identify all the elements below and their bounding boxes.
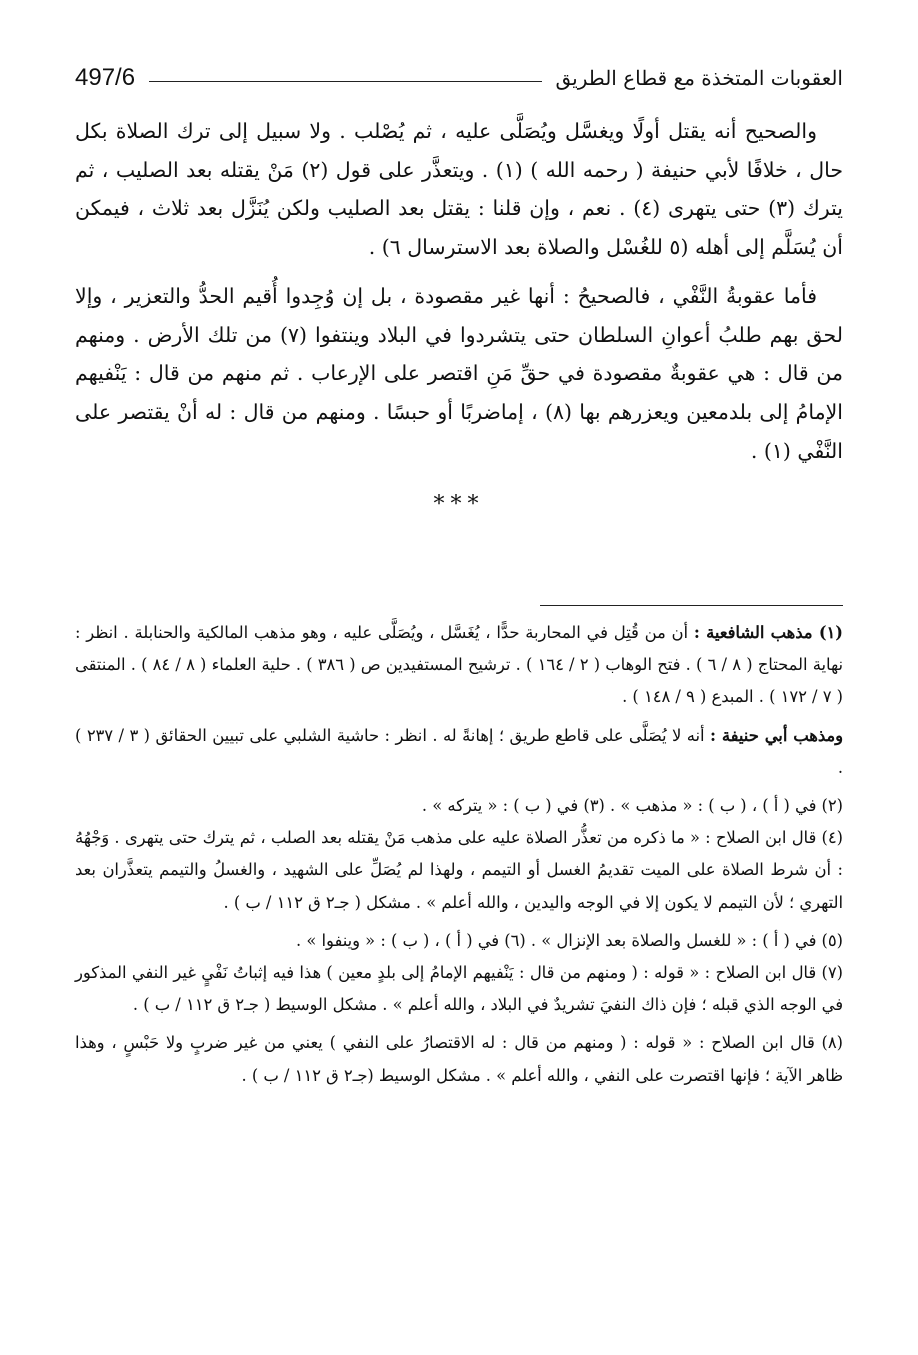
section-separator: *** [433, 492, 485, 518]
footnote [75, 1027, 843, 1091]
footnote-text: (٥) في ( أ ) : « للغسل والصلاة بعد الإنزال » . (٦) في ( أ ) ، ( ب ) : « وينفوا » . [296, 930, 843, 950]
footnote-text: (٤) قال ابن الصلاح : « ما ذكره من تعذُّر الصلاة عليه على مذهب مَنْ يقتله بعد الصلب ، ثم يترك حتى يتهرى . وَجْهُهُ : أن شرط الصلاة على الميت تقديمُ الغسل أو التيمم ، ولهذا لم يُصَلِّ على الشهيد ، والغسلُ والتيمم يتعذَّران بعد التهري ؛ لأن التيمم لا يكون إلا في الوجه واليدين ، والله أعلم » . مشكل ( جـ٢ ق ١١٢ / ب ) . [75, 828, 843, 912]
footnote [75, 925, 843, 957]
footnotes [75, 617, 843, 1092]
footnote [75, 957, 843, 1021]
footnote-text: أن من قُتِل في المحاربة حدًّا ، يُغَسَّل ، ويُصَلَّى عليه ، وهو مذهب المالكية والحنابلة . انظر : نهاية المحتاج ( ٨ / ٦ ) . فتح الوهاب ( ٢ / ١٦٤ ) . ترشيح المستفيدين ص ( ٣٨٦ ) . حلية العلماء ( ٨ / ٨٤ ) . المنتقى ( ٧ / ١٧٢ ) . المبدع ( ٩ / ١٤٨ ) . [75, 623, 843, 707]
footnote-rule [540, 605, 843, 606]
page-header [75, 58, 843, 98]
main-text [75, 112, 843, 517]
body-paragraph: فأما عقوبةُ النَّفْي ، فالصحيحُ : أنها غير مقصودة ، بل إن وُجِدوا أُقيم الحدُّ والتعزير ، وإلا لحق بهم طلبُ أعوانِ السلطان حتى يتشردوا في البلاد وينتفوا (٧) من تلك الأرض . ومنهم من قال : هي عقوبةٌ مقصودة في حقِّ مَنِ اقتصر على الإرعاب . ثم منهم من قال : يَنْفيهم الإمامُ إلى بلدمعين ويعزرهم بها (٨) ، إماضربًا أو حبسًا . ومنهم من قال : له أنْ يقتصر على النَّفْي (١) . [75, 283, 843, 463]
footnote [75, 790, 843, 822]
footnote [75, 720, 843, 784]
page-number: 497/6 [75, 64, 136, 91]
body-paragraph: والصحيح أنه يقتل أولًا ويغسَّل ويُصَلَّى عليه ، ثم يُصْلب . ولا سبيل إلى ترك الصلاة بكل حال ، خلافًا لأبي حنيفة ( رحمه الله ) (١) . ويتعذَّر على قول (٢) مَنْ يقتله بعد الصليب ، ثم يترك (٣) حتى يتهرى (٤) . نعم ، وإن قلنا : يقتل بعد الصليب ولكن يُنَزَّل بعد ثلاث ، فيمكن أن يُسَلَّم إلى أهله (٥ للغُسْل والصلاة بعد الاسترسال ٦) . [75, 119, 844, 260]
footnote-lead: (١) مذهب الشافعية : [693, 623, 843, 642]
footnote-lead: ومذهب أبي حنيفة : [709, 725, 843, 745]
footnote-text: (٧) قال ابن الصلاح : « قوله : ( ومنهم من قال : يَنْفيهم الإمامُ إلى بلدٍ معين ) هذا فيه إثباتُ نَفْيٍ غير النفي المذكور في الوجه الذي قبله ؛ فإن ذاك النفيَ تشريدٌ في البلاد ، والله أعلم » . مشكل الوسيط ( جـ٢ ق ١١٢ / ب ) . [75, 963, 843, 1015]
footnote-text: (٢) في ( أ ) ، ( ب ) : « مذهب » . (٣) في ( ب ) : « يتركه » . [421, 796, 843, 816]
header-rule [149, 81, 541, 82]
footnote-text: أنه لا يُصَلَّى على قاطع طريق ؛ إهانةً له . انظر : حاشية الشلبي على تبيين الحقائق ( ٣ / ٢٣٧ ) . [75, 725, 843, 777]
footnote [75, 617, 843, 714]
footnote [75, 822, 843, 919]
running-title: العقوبات المتخذة مع قطاع الطريق [555, 66, 843, 90]
footnote-text: (٨) قال ابن الصلاح : « قوله : ( ومنهم من قال : له الاقتصارُ على النفي ) يعني من غير ضربٍ ولا حَبْسٍ ، وهذا ظاهر الآية ؛ فإنها اقتصرت على النفي ، والله أعلم » . مشكل الوسيط (جـ٢ ق ١١٢ / ب ) . [75, 1033, 843, 1085]
